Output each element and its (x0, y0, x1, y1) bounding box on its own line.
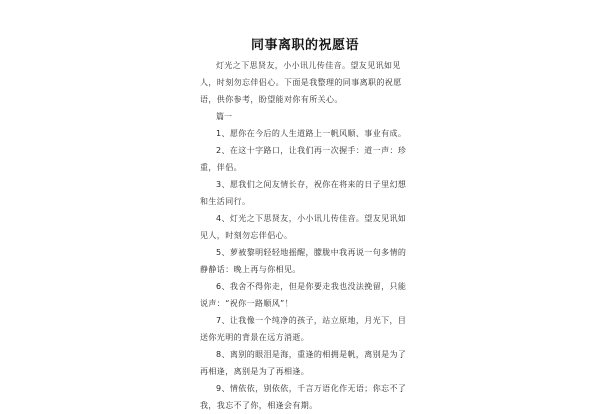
list-item: 4、灯光之下思贤友，小小讯儿传佳音。望友见讯如见人，时刻勿忘伴侣心。 (200, 214, 407, 240)
list-item: 5、萝被黎明轻轻地摇醒，朦胧中我再说一句多情的静静话：晚上再与你相见。 (200, 248, 407, 274)
list-item: 2、在这十字路口，让我们再一次握手：道一声：珍重，伴侣。 (200, 146, 407, 172)
document-page (200, 34, 410, 414)
section-heading: 篇一 (216, 112, 232, 121)
list-item: 3、愿我们之间友情长存，祝你在将来的日子里幻想和生活同行。 (200, 180, 407, 206)
list-item: 9、情依依，别依依，千言万语化作无语；你忘不了我，我忘不了你，相逢会有期。 (200, 384, 407, 410)
list-item: 8、离别的眼泪是海，重逢的相拥是帆，离别是为了再相逢，离别是为了再相逢。 (200, 350, 407, 376)
list-item: 6、我舍不得你走，但是你要走我也没法挽留，只能说声：“祝你一路顺风”！ (200, 282, 407, 308)
list-item: 7、让我像一个纯净的孩子，站立原地，月光下，目送你光明的背景在远方消逝。 (200, 316, 407, 342)
document-title: 同事离职的祝愿语 (250, 38, 359, 53)
list-item: 1、愿你在今后的人生道路上一帆风顺、事业有成。 (216, 129, 407, 138)
intro-paragraph: 灯光之下思贤友，小小讯儿传佳音。望友见讯如见人，时刻勿忘伴侣心。下面是我整理的同事离职的祝愿语，供你参考，盼望能对你有所关心。 (200, 61, 402, 104)
